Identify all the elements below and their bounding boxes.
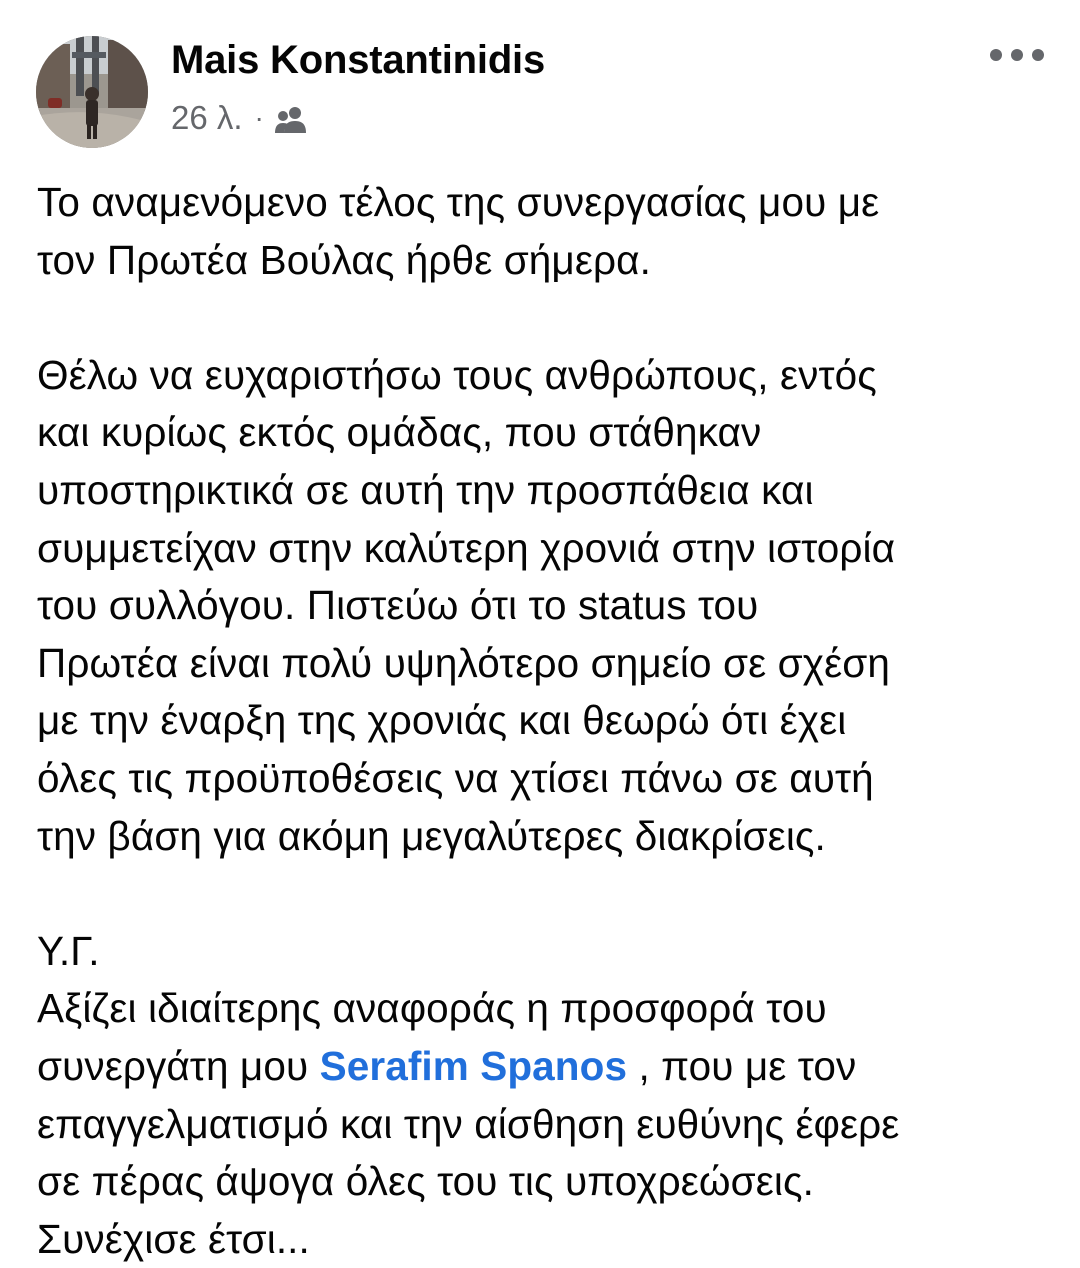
text-line: Πρωτέα είναι πολύ υψηλότερο σημείο σε σχέση — [37, 639, 890, 686]
text-line: συμμετείχαν στην καλύτερη χρονιά στην ιστορία — [37, 524, 896, 571]
text-fragment: συνεργάτη μου — [37, 1042, 320, 1089]
text-fragment: , που με τον — [627, 1042, 857, 1089]
text-line: Συνέχισε έτσι... — [37, 1215, 310, 1262]
text-line: του συλλόγου. Πιστεύω ότι το status του — [37, 582, 759, 629]
text-line: υποστηρικτικά σε αυτή την προσπάθεια και — [37, 466, 814, 513]
text-line-with-mention — [37, 1038, 1057, 1096]
post-meta — [171, 98, 308, 138]
meta-separator: · — [254, 102, 264, 133]
author-name[interactable]: Mais Konstantinidis — [171, 38, 546, 82]
post-header — [36, 36, 1046, 148]
text-line: και κυρίως εκτός ομάδας, που στάθηκαν — [37, 409, 762, 456]
friends-icon[interactable] — [274, 104, 308, 132]
text-line: Αξίζει ιδιαίτερης αναφοράς η προσφορά του — [37, 985, 827, 1032]
avatar-image — [36, 36, 148, 148]
more-options-icon[interactable] — [988, 44, 1046, 66]
avatar[interactable] — [36, 36, 148, 148]
text-line: Το αναμενόμενο τέλος της συνεργασίας μου με — [37, 179, 880, 225]
text-line: σε πέρας άψογα όλες του τις υποχρεώσεις. — [37, 1158, 814, 1205]
post-text — [37, 174, 1057, 1268]
text-line: τον Πρωτέα Βούλας ήρθε σήμερα. — [37, 236, 652, 283]
ps-label: Υ.Γ. — [37, 927, 100, 974]
text-line: επαγγελματισμό και την αίσθηση ευθύνης έφερε — [37, 1100, 900, 1147]
text-line: με την έναρξη της χρονιάς και θεωρώ ότι έχει — [37, 697, 847, 744]
text-line: όλες τις προϋποθέσεις να χτίσει πάνω σε αυτή — [37, 754, 874, 801]
mention-link[interactable]: Serafim Spanos — [319, 1042, 628, 1089]
text-line: την βάση για ακόμη μεγαλύτερες διακρίσεις. — [37, 812, 826, 859]
text-line: Θέλω να ευχαριστήσω τους ανθρώπους, εντός — [37, 351, 877, 398]
post-timestamp[interactable]: 26 λ. — [171, 99, 243, 136]
